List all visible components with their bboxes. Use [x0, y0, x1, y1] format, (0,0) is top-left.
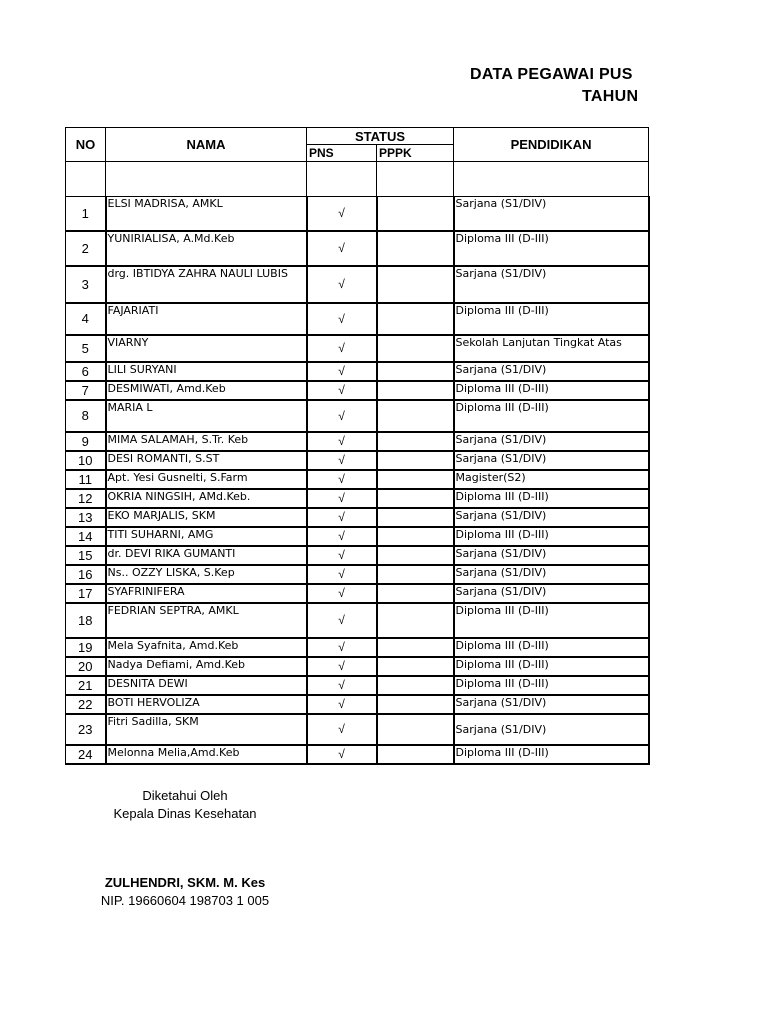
table-row	[66, 381, 649, 400]
header-pendidikan: PENDIDIKAN	[454, 128, 649, 162]
pppk-check	[377, 197, 454, 231]
table-row	[66, 603, 649, 638]
table-row	[66, 335, 649, 362]
pns-check: √	[307, 695, 377, 714]
pppk-check	[377, 565, 454, 584]
pns-check: √	[307, 400, 377, 432]
education-level: Sekolah Lanjutan Tingkat Atas	[454, 335, 649, 362]
row-number: 16	[66, 565, 106, 584]
pppk-check	[377, 546, 454, 565]
education-level: Diploma III (D-III)	[454, 400, 649, 432]
pns-check: √	[307, 335, 377, 362]
pppk-check	[377, 603, 454, 638]
pns-check: √	[307, 470, 377, 489]
education-level: Diploma III (D-III)	[454, 231, 649, 266]
pns-check: √	[307, 432, 377, 451]
pppk-check	[377, 638, 454, 657]
document-title-line2: TAHUN	[582, 88, 639, 105]
education-level: Sarjana (S1/DIV)	[454, 508, 649, 527]
employee-name: BOTI HERVOLIZA	[106, 695, 307, 714]
pns-check: √	[307, 603, 377, 638]
employee-name: dr. DEVI RIKA GUMANTI	[106, 546, 307, 565]
row-number: 17	[66, 584, 106, 603]
table-row	[66, 657, 649, 676]
row-number: 9	[66, 432, 106, 451]
document-title-line1: DATA PEGAWAI PUS	[470, 66, 633, 83]
pns-check: √	[307, 266, 377, 303]
employee-name: TITI SUHARNI, AMG	[106, 527, 307, 546]
employee-name: DESI ROMANTI, S.ST	[106, 451, 307, 470]
employee-name: Fitri Sadilla, SKM	[106, 714, 307, 745]
table-row	[66, 266, 649, 303]
row-number: 15	[66, 546, 106, 565]
pns-check: √	[307, 231, 377, 266]
pns-check: √	[307, 527, 377, 546]
row-number: 20	[66, 657, 106, 676]
table-row	[66, 695, 649, 714]
employee-name: OKRIA NINGSIH, AMd.Keb.	[106, 489, 307, 508]
employee-name: FAJARIATI	[106, 303, 307, 335]
education-level: Sarjana (S1/DIV)	[454, 197, 649, 231]
table-row	[66, 451, 649, 470]
education-level: Diploma III (D-III)	[454, 657, 649, 676]
employee-name: MARIA L	[106, 400, 307, 432]
education-level: Magister(S2)	[454, 470, 649, 489]
pns-check: √	[307, 676, 377, 695]
pppk-check	[377, 527, 454, 546]
education-level: Diploma III (D-III)	[454, 527, 649, 546]
employee-name: DESMIWATI, Amd.Keb	[106, 381, 307, 400]
employee-name: VIARNY	[106, 335, 307, 362]
table-row	[66, 400, 649, 432]
table-row	[66, 231, 649, 266]
pppk-check	[377, 362, 454, 381]
row-number: 4	[66, 303, 106, 335]
employee-name: Nadya Defiami, Amd.Keb	[106, 657, 307, 676]
education-level: Sarjana (S1/DIV)	[454, 546, 649, 565]
row-number: 23	[66, 714, 106, 745]
pppk-check	[377, 231, 454, 266]
row-number: 13	[66, 508, 106, 527]
pppk-check	[377, 470, 454, 489]
row-number: 21	[66, 676, 106, 695]
row-number: 2	[66, 231, 106, 266]
header-pns: PNS	[307, 145, 377, 162]
row-number: 3	[66, 266, 106, 303]
employee-name: YUNIRIALISA, A.Md.Keb	[106, 231, 307, 266]
employee-table	[65, 127, 650, 765]
education-level: Diploma III (D-III)	[454, 489, 649, 508]
row-number: 5	[66, 335, 106, 362]
employee-name: LILI SURYANI	[106, 362, 307, 381]
education-level: Sarjana (S1/DIV)	[454, 695, 649, 714]
pns-check: √	[307, 508, 377, 527]
row-number: 8	[66, 400, 106, 432]
pppk-check	[377, 335, 454, 362]
pppk-check	[377, 676, 454, 695]
pns-check: √	[307, 362, 377, 381]
education-level: Sarjana (S1/DIV)	[454, 584, 649, 603]
table-row	[66, 197, 649, 231]
row-number: 7	[66, 381, 106, 400]
table-row	[66, 565, 649, 584]
approval-label: Diketahui Oleh	[142, 788, 228, 803]
pns-check: √	[307, 197, 377, 231]
approval-position: Kepala Dinas Kesehatan	[113, 806, 257, 821]
education-level: Diploma III (D-III)	[454, 745, 649, 764]
employee-name: Melonna Melia,Amd.Keb	[106, 745, 307, 764]
pns-check: √	[307, 303, 377, 335]
education-level: Sarjana (S1/DIV)	[454, 432, 649, 451]
header-no: NO	[66, 128, 106, 162]
pppk-check	[377, 745, 454, 764]
row-number: 24	[66, 745, 106, 764]
row-number: 19	[66, 638, 106, 657]
header-pppk: PPPK	[377, 145, 454, 162]
table-row	[66, 470, 649, 489]
pns-check: √	[307, 381, 377, 400]
pppk-check	[377, 657, 454, 676]
employee-name: drg. IBTIDYA ZAHRA NAULI LUBIS	[106, 266, 307, 303]
signer-name: ZULHENDRI, SKM. M. Kes	[104, 875, 266, 890]
pppk-check	[377, 584, 454, 603]
row-number: 18	[66, 603, 106, 638]
pns-check: √	[307, 546, 377, 565]
pppk-check	[377, 695, 454, 714]
employee-name: ELSI MADRISA, AMKL	[106, 197, 307, 231]
employee-name: MIMA SALAMAH, S.Tr. Keb	[106, 432, 307, 451]
header-status: STATUS	[307, 128, 454, 145]
pns-check: √	[307, 584, 377, 603]
row-number: 6	[66, 362, 106, 381]
pns-check: √	[307, 451, 377, 470]
employee-name: FEDRIAN SEPTRA, AMKL	[106, 603, 307, 638]
pppk-check	[377, 432, 454, 451]
education-level: Sarjana (S1/DIV)	[454, 565, 649, 584]
education-level: Sarjana (S1/DIV)	[454, 362, 649, 381]
row-number: 14	[66, 527, 106, 546]
education-level: Diploma III (D-III)	[454, 638, 649, 657]
education-level: Diploma III (D-III)	[454, 381, 649, 400]
pns-check: √	[307, 638, 377, 657]
table-row	[66, 362, 649, 381]
education-level: Sarjana (S1/DIV)	[454, 714, 649, 745]
education-level: Diploma III (D-III)	[454, 603, 649, 638]
pppk-check	[377, 400, 454, 432]
header-nama: NAMA	[106, 128, 307, 162]
table-row	[66, 676, 649, 695]
pppk-check	[377, 266, 454, 303]
employee-name: EKO MARJALIS, SKM	[106, 508, 307, 527]
employee-name: DESNITA DEWI	[106, 676, 307, 695]
pns-check: √	[307, 489, 377, 508]
pppk-check	[377, 508, 454, 527]
employee-name: SYAFRINIFERA	[106, 584, 307, 603]
pns-check: √	[307, 745, 377, 764]
table-row	[66, 745, 649, 764]
table-row	[66, 546, 649, 565]
employee-name: Mela Syafnita, Amd.Keb	[106, 638, 307, 657]
employee-name: Ns.. OZZY LISKA, S.Kep	[106, 565, 307, 584]
pppk-check	[377, 451, 454, 470]
pns-check: √	[307, 714, 377, 745]
blank-row	[66, 162, 649, 197]
education-level: Sarjana (S1/DIV)	[454, 451, 649, 470]
row-number: 11	[66, 470, 106, 489]
education-level: Diploma III (D-III)	[454, 303, 649, 335]
employee-name: Apt. Yesi Gusnelti, S.Farm	[106, 470, 307, 489]
pns-check: √	[307, 657, 377, 676]
row-number: 1	[66, 197, 106, 231]
row-number: 12	[66, 489, 106, 508]
pppk-check	[377, 489, 454, 508]
table-row	[66, 584, 649, 603]
pppk-check	[377, 714, 454, 745]
table-row	[66, 527, 649, 546]
row-number: 22	[66, 695, 106, 714]
table-row	[66, 489, 649, 508]
pppk-check	[377, 303, 454, 335]
table-row	[66, 432, 649, 451]
pns-check: √	[307, 565, 377, 584]
row-number: 10	[66, 451, 106, 470]
table-row	[66, 638, 649, 657]
table-row	[66, 714, 649, 745]
table-row	[66, 508, 649, 527]
education-level: Diploma III (D-III)	[454, 676, 649, 695]
table-row	[66, 303, 649, 335]
pppk-check	[377, 381, 454, 400]
education-level: Sarjana (S1/DIV)	[454, 266, 649, 303]
signer-nip: NIP. 19660604 198703 1 005	[100, 893, 270, 908]
